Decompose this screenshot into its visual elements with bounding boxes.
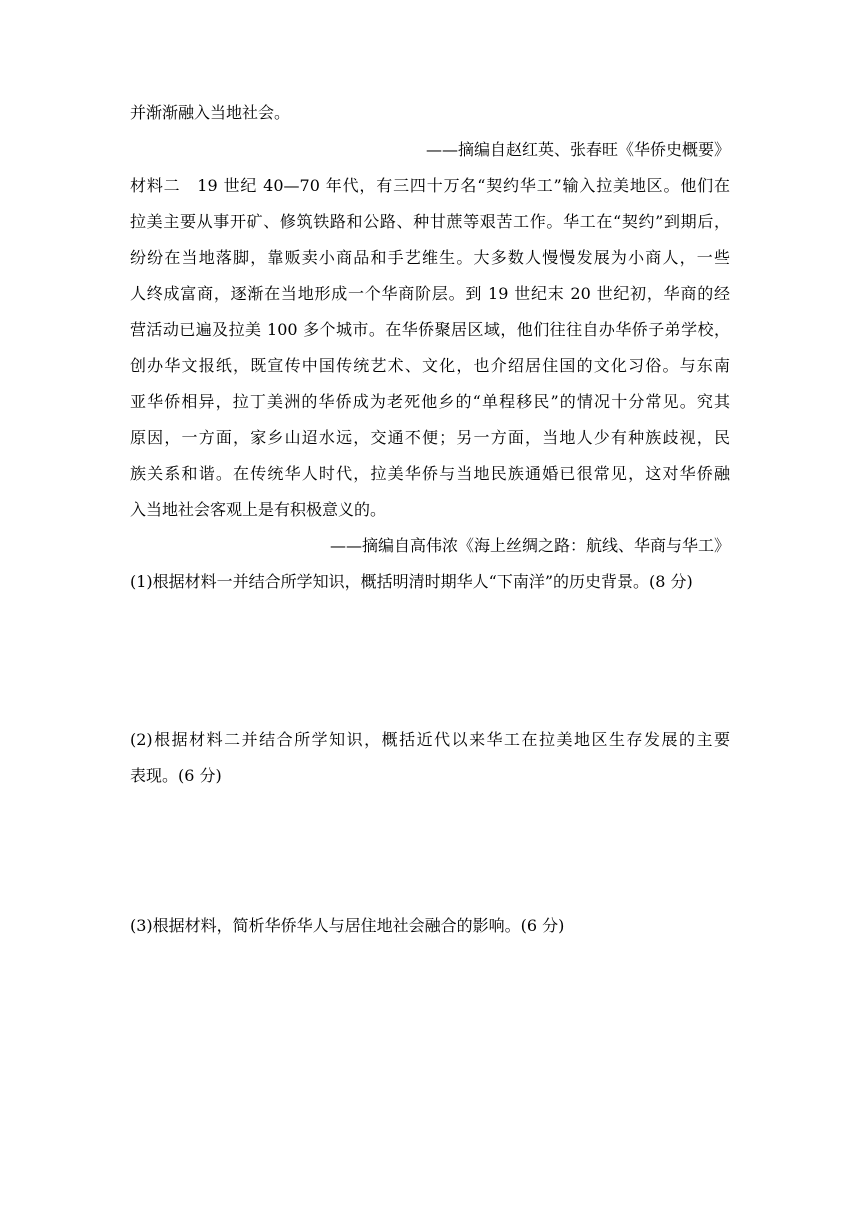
material2-line: 人终成富商，逐渐在当地形成一个华商阶层。到 19 世纪末 20 世纪初，华商的经 (130, 284, 730, 303)
material2-line: 入当地社会客观上是有积极意义的。 (130, 500, 387, 519)
material2-line: 纷纷在当地落脚，靠贩卖小商品和手艺维生。大多数人慢慢发展为小商人，一些 (130, 248, 730, 267)
material2-line: 营活动已遍及拉美 100 多个城市。在华侨聚居区域，他们往往自办华侨子弟学校， (130, 320, 730, 339)
material1-continuation: 并渐渐融入当地社会。 (130, 103, 291, 122)
material2-line: 创办华文报纸，既宣传中国传统艺术、文化，也介绍居住国的文化习俗。与东南 (130, 356, 730, 375)
material2-line: 材料二 19 世纪 40—70 年代，有三四十万名“契约华工”输入拉美地区。他们在 (130, 176, 730, 195)
material2-line: 原因，一方面，家乡山迢水远，交通不便；另一方面，当地人少有种族歧视，民 (130, 428, 730, 447)
material2-line: 亚华侨相异，拉丁美洲的华侨成为老死他乡的“单程移民”的情况十分常见。究其 (130, 392, 730, 411)
material1-source: ——摘编自赵红英、张春旺《华侨史概要》 (425, 140, 730, 159)
material2-line: 拉美主要从事开矿、修筑铁路和公路、种甘蔗等艰苦工作。华工在“契约”到期后， (130, 212, 730, 231)
question-1: (1)根据材料一并结合所学知识，概括明清时期华人“下南洋”的历史背景。(8 分) (130, 572, 693, 591)
question-2-line: 表现。(6 分) (130, 766, 222, 785)
material2-line: 族关系和谐。在传统华人时代，拉美华侨与当地民族通婚已很常见，这对华侨融 (130, 464, 730, 483)
question-3: (3)根据材料，简析华侨华人与居住地社会融合的影响。(6 分) (130, 916, 565, 935)
question-2-line: (2)根据材料二并结合所学知识，概括近代以来华工在拉美地区生存发展的主要 (130, 730, 730, 749)
material2-source: ——摘编自高伟浓《海上丝绸之路：航线、华商与华工》 (329, 536, 730, 555)
